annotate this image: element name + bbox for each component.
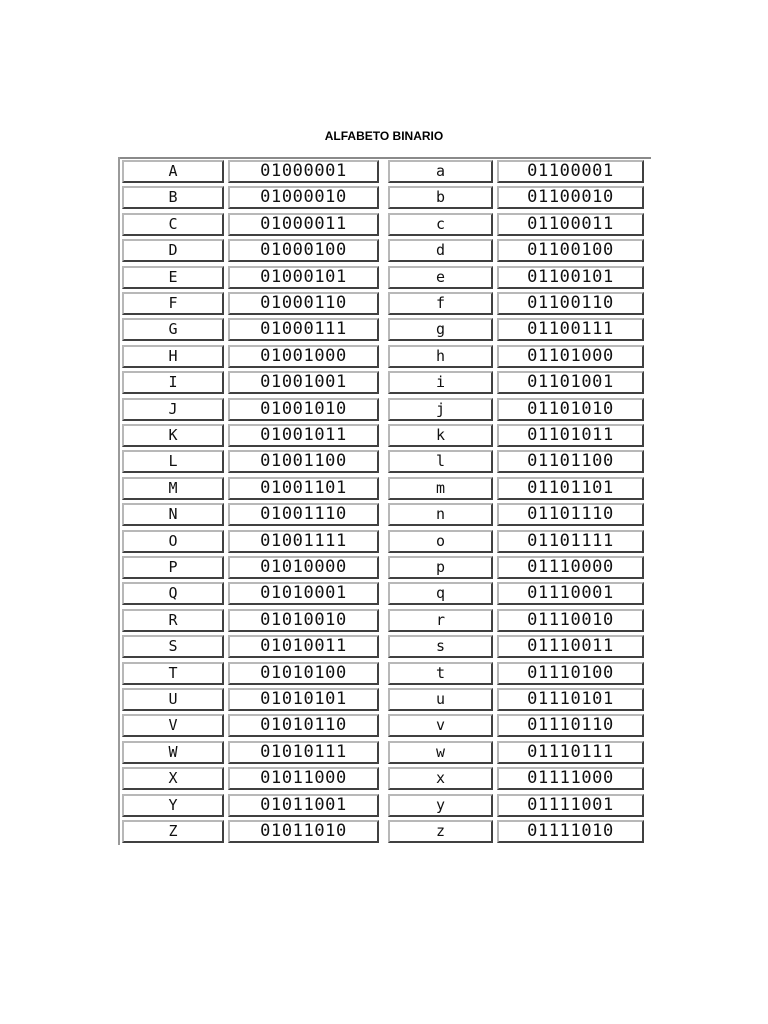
upper-letter-cell: E (122, 266, 224, 289)
upper-letter-cell: K (122, 424, 224, 447)
table-row (118, 767, 651, 793)
lower-binary-cell: 01111001 (497, 794, 644, 817)
lower-binary-cell: 01110100 (497, 662, 644, 685)
lower-binary-cell: 01100110 (497, 292, 644, 315)
table-top-border (118, 157, 651, 159)
upper-letter-cell: M (122, 477, 224, 500)
lower-letter-cell: y (388, 794, 493, 817)
lower-binary-cell: 01111000 (497, 767, 644, 790)
table-row (118, 662, 651, 688)
upper-binary-cell: 01000001 (228, 160, 379, 183)
upper-binary-cell: 01001011 (228, 424, 379, 447)
lower-binary-cell: 01101101 (497, 477, 644, 500)
upper-letter-cell: D (122, 239, 224, 262)
lower-binary-cell: 01111010 (497, 820, 644, 843)
table-row (118, 477, 651, 503)
upper-binary-cell: 01010101 (228, 688, 379, 711)
upper-binary-cell: 01000011 (228, 213, 379, 236)
upper-binary-cell: 01000101 (228, 266, 379, 289)
lower-letter-cell: z (388, 820, 493, 843)
table-row (118, 609, 651, 635)
lower-binary-cell: 01101000 (497, 345, 644, 368)
lower-binary-cell: 01100111 (497, 318, 644, 341)
lower-binary-cell: 01100101 (497, 266, 644, 289)
lower-letter-cell: l (388, 450, 493, 473)
lower-letter-cell: c (388, 213, 493, 236)
lower-binary-cell: 01110010 (497, 609, 644, 632)
table-row (118, 582, 651, 608)
lower-letter-cell: u (388, 688, 493, 711)
upper-letter-cell: I (122, 371, 224, 394)
upper-binary-cell: 01001110 (228, 503, 379, 526)
page-title: ALFABETO BINARIO (324, 129, 444, 143)
lower-binary-cell: 01101011 (497, 424, 644, 447)
table-row (118, 292, 651, 318)
table-row (118, 213, 651, 239)
table-row (118, 820, 651, 846)
upper-binary-cell: 01000110 (228, 292, 379, 315)
lower-letter-cell: s (388, 635, 493, 658)
lower-binary-cell: 01101111 (497, 530, 644, 553)
upper-binary-cell: 01010100 (228, 662, 379, 685)
lower-binary-cell: 01100100 (497, 239, 644, 262)
upper-letter-cell: L (122, 450, 224, 473)
table-row (118, 398, 651, 424)
upper-letter-cell: Y (122, 794, 224, 817)
table-row (118, 635, 651, 661)
upper-binary-cell: 01001010 (228, 398, 379, 421)
lower-binary-cell: 01101100 (497, 450, 644, 473)
upper-letter-cell: U (122, 688, 224, 711)
table-row (118, 530, 651, 556)
lower-letter-cell: d (388, 239, 493, 262)
lower-binary-cell: 01110000 (497, 556, 644, 579)
upper-letter-cell: B (122, 186, 224, 209)
upper-binary-cell: 01011010 (228, 820, 379, 843)
lower-binary-cell: 01101001 (497, 371, 644, 394)
lower-letter-cell: g (388, 318, 493, 341)
upper-binary-cell: 01001100 (228, 450, 379, 473)
upper-binary-cell: 01010111 (228, 741, 379, 764)
upper-letter-cell: H (122, 345, 224, 368)
upper-letter-cell: P (122, 556, 224, 579)
upper-binary-cell: 01001000 (228, 345, 379, 368)
lower-letter-cell: h (388, 345, 493, 368)
lower-letter-cell: r (388, 609, 493, 632)
table-row (118, 266, 651, 292)
table-row (118, 345, 651, 371)
upper-letter-cell: Z (122, 820, 224, 843)
upper-letter-cell: G (122, 318, 224, 341)
lower-binary-cell: 01110111 (497, 741, 644, 764)
upper-binary-cell: 01000010 (228, 186, 379, 209)
lower-letter-cell: f (388, 292, 493, 315)
lower-letter-cell: t (388, 662, 493, 685)
upper-binary-cell: 01000100 (228, 239, 379, 262)
upper-binary-cell: 01010110 (228, 714, 379, 737)
upper-letter-cell: Q (122, 582, 224, 605)
lower-binary-cell: 01101010 (497, 398, 644, 421)
upper-letter-cell: X (122, 767, 224, 790)
upper-letter-cell: V (122, 714, 224, 737)
lower-letter-cell: e (388, 266, 493, 289)
binary-alphabet-table (118, 157, 651, 845)
lower-binary-cell: 01110001 (497, 582, 644, 605)
lower-binary-cell: 01100010 (497, 186, 644, 209)
lower-binary-cell: 01100011 (497, 213, 644, 236)
upper-binary-cell: 01011001 (228, 794, 379, 817)
upper-letter-cell: F (122, 292, 224, 315)
table-row (118, 239, 651, 265)
lower-letter-cell: o (388, 530, 493, 553)
lower-letter-cell: n (388, 503, 493, 526)
upper-binary-cell: 01000111 (228, 318, 379, 341)
upper-binary-cell: 01001111 (228, 530, 379, 553)
upper-letter-cell: R (122, 609, 224, 632)
upper-binary-cell: 01010010 (228, 609, 379, 632)
table-row (118, 424, 651, 450)
table-row (118, 794, 651, 820)
upper-letter-cell: J (122, 398, 224, 421)
lower-letter-cell: q (388, 582, 493, 605)
lower-binary-cell: 01101110 (497, 503, 644, 526)
lower-binary-cell: 01100001 (497, 160, 644, 183)
upper-letter-cell: N (122, 503, 224, 526)
lower-letter-cell: i (388, 371, 493, 394)
table-row (118, 741, 651, 767)
upper-letter-cell: W (122, 741, 224, 764)
table-row (118, 450, 651, 476)
lower-letter-cell: w (388, 741, 493, 764)
lower-letter-cell: k (388, 424, 493, 447)
table-row (118, 503, 651, 529)
upper-binary-cell: 01011000 (228, 767, 379, 790)
lower-binary-cell: 01110011 (497, 635, 644, 658)
table-row (118, 556, 651, 582)
table-row (118, 371, 651, 397)
upper-binary-cell: 01001101 (228, 477, 379, 500)
lower-letter-cell: m (388, 477, 493, 500)
lower-letter-cell: p (388, 556, 493, 579)
upper-binary-cell: 01010000 (228, 556, 379, 579)
table-row (118, 714, 651, 740)
upper-letter-cell: C (122, 213, 224, 236)
table-row (118, 186, 651, 212)
upper-letter-cell: A (122, 160, 224, 183)
upper-binary-cell: 01001001 (228, 371, 379, 394)
lower-letter-cell: v (388, 714, 493, 737)
table-row (118, 160, 651, 186)
upper-letter-cell: O (122, 530, 224, 553)
lower-letter-cell: j (388, 398, 493, 421)
table-row (118, 318, 651, 344)
upper-binary-cell: 01010001 (228, 582, 379, 605)
upper-binary-cell: 01010011 (228, 635, 379, 658)
table-row (118, 688, 651, 714)
lower-binary-cell: 01110110 (497, 714, 644, 737)
lower-letter-cell: x (388, 767, 493, 790)
upper-letter-cell: T (122, 662, 224, 685)
upper-letter-cell: S (122, 635, 224, 658)
lower-binary-cell: 01110101 (497, 688, 644, 711)
lower-letter-cell: a (388, 160, 493, 183)
lower-letter-cell: b (388, 186, 493, 209)
